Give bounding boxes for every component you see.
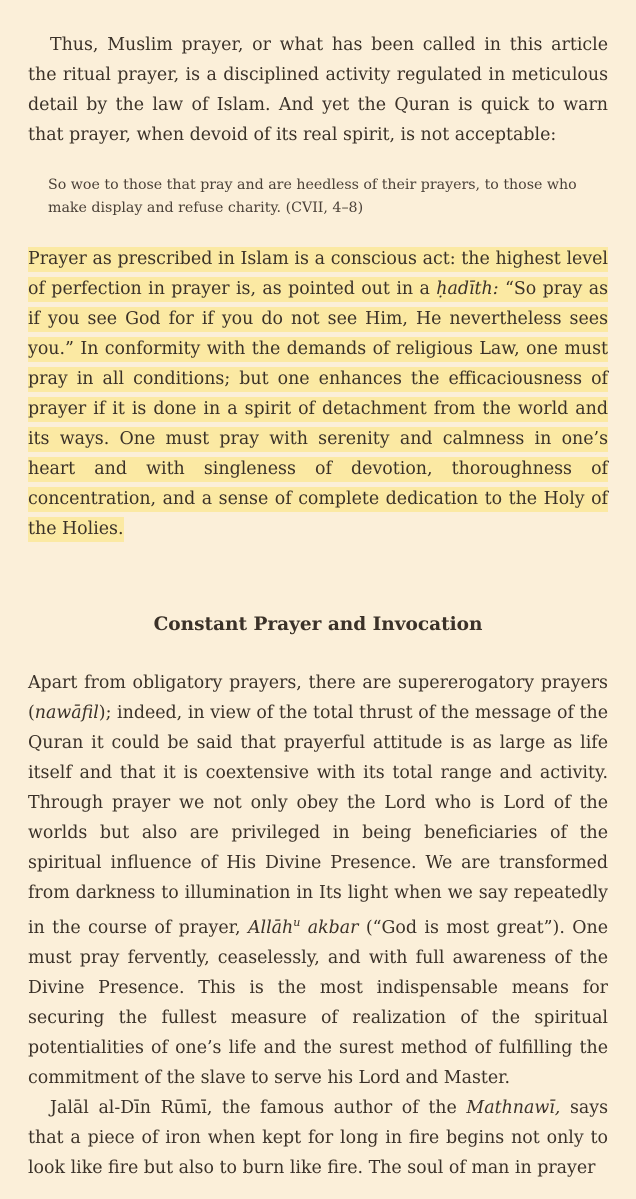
highlight-text-2: “So pray as if you see God for if you do not see Him, He nevertheless sees you.” In conformity with the demands of religious Law, one must pray in all conditions; but one enhances the efficaciousness of prayer if it is done in a spirit of detachment from the world and its ways. One must pray with serenity and calmness in one’s heart and with singleness of devotion, thoroughness of concentration, and a sense of complete dedication to the Holy of the Holies. xyxy=(28,279,608,539)
allah-akbar-term xyxy=(248,918,358,938)
para2-text-2: ); indeed, in view of the total thrust of the message of the Quran it could be said that prayerful attitude is as large as life itself and that it is coextensive with its total range and activity. Through prayer we not only obey the Lord who is Lord of the worlds but also are privileged in being beneficiaries of the spiritual influence of His Divine Presence. We are transformed from darkness to illumination in Its light when we say repeatedly in the course of prayer, xyxy=(28,703,608,938)
section-heading: Constant Prayer and Invocation xyxy=(153,614,483,635)
highlighted-passage[interactable] xyxy=(28,244,608,544)
highlight-text-1: Prayer as prescribed in Islam is a conscious act: the highest level of perfection in prayer is, as pointed out in a xyxy=(28,249,608,299)
allah-word: Allāh xyxy=(247,917,294,938)
allah-superscript: u xyxy=(293,916,301,929)
quran-quote: So woe to those that pray and are heedless of their prayers, to those who make display and refuse charity. (CVII, 4–8) xyxy=(48,177,577,216)
para2-text-3: (“God is most great”). One must pray fervently, ceaselessly, and with full awareness of the Divine Presence. This is the most indispensable means for securing the fullest measure of realization of the spiritual potentialities of one’s life and the surest method of fulfilling the commitment of the slave to serve his Lord and Master. xyxy=(28,917,609,1088)
hadith-term: ḥadīth: xyxy=(436,279,499,299)
para2-text-1: Apart from obligatory prayers, there are supererogatory prayers ( xyxy=(28,673,608,723)
paragraph-rumi xyxy=(28,1093,608,1183)
para3-text-1: Jalāl al-Dīn Rūmī, the famous author of the xyxy=(50,1097,467,1118)
paragraph-ritual-prayer: Thus, Muslim prayer, or what has been called in this article the ritual prayer, is a disciplined activity regulated in meticulous detail by the law of Islam. And yet the Quran is quick to warn that prayer, when devoid of its real spirit, is not acceptable: xyxy=(28,35,608,145)
mathnawi-title: Mathnawī, xyxy=(466,1097,561,1118)
akbar-word: akbar xyxy=(300,917,359,938)
highlight-mark[interactable] xyxy=(28,247,608,542)
paragraph-supererogatory xyxy=(28,668,608,1093)
nawafil-term: nawāfil xyxy=(34,703,99,723)
para3-text-2: says that a piece of iron when kept for long in fire begins not only to look like fire but also to burn like fire. The soul of man in prayer xyxy=(28,1097,608,1178)
